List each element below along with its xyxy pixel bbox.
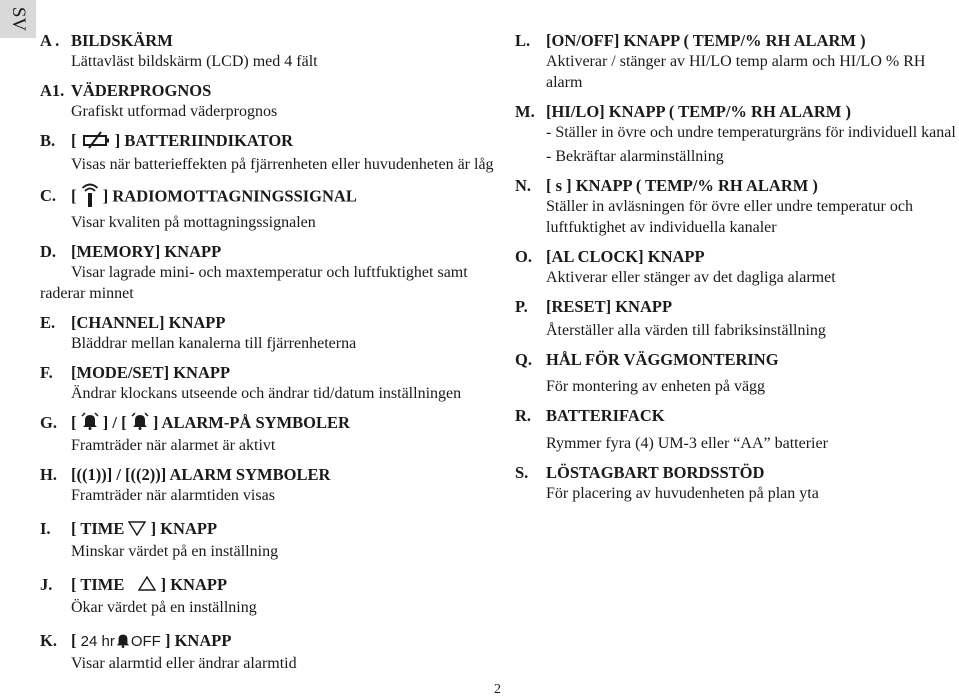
item-title: ] RADIOMOTTAGNINGSSIGNAL: [102, 186, 357, 205]
item-description: Visas när batterieffekten på fjärrenheten eller huvudenheten är låg: [71, 155, 494, 173]
item-description: Bläddrar mellan kanalerna till fjärrenheterna: [71, 334, 357, 352]
list-item-e: [40, 312, 500, 354]
item-title: BATTERIFACK: [546, 406, 665, 425]
list-item-m: [515, 101, 955, 167]
item-description: Lättavläst bildskärm (LCD) med 4 fält: [71, 53, 318, 70]
item-description: Aktiverar eller stänger av det dagliga alarmet: [546, 269, 836, 286]
bracket-open: [: [71, 630, 77, 650]
item-key: K.: [40, 630, 57, 650]
item-description: Aktiverar / stänger av HI/LO temp alarm och HI/LO % RH alarm: [546, 53, 926, 91]
item-key: N.: [515, 176, 532, 195]
item-key: E.: [40, 312, 56, 332]
language-tab: [0, 0, 36, 38]
bracket-separator: ] / [: [102, 412, 127, 432]
item-description: För montering av enheten på vägg: [546, 378, 766, 395]
item-description-2: - Bekräftar alarminställning: [546, 148, 724, 165]
item-description: Rymmer fyra (4) UM-3 eller “AA” batterier: [546, 435, 828, 452]
alarm-bell-icon: [115, 632, 131, 653]
list-item-h: [40, 464, 500, 506]
item-key: H.: [40, 465, 57, 485]
item-description: Framträder när alarmet är aktivt: [71, 437, 276, 455]
item-title: ] KNAPP: [164, 630, 232, 650]
item-key: M.: [515, 102, 535, 121]
list-item-c: [40, 183, 500, 233]
list-item-b: [40, 130, 500, 175]
item-key: D.: [40, 241, 57, 261]
list-item-a: [40, 30, 500, 72]
item-title: [HI/LO] KNAPP ( TEMP/% RH ALARM ): [546, 102, 851, 121]
list-item-n: [515, 175, 955, 238]
right-column: [515, 30, 955, 512]
triangle-down-icon: [128, 520, 146, 541]
item-title: ] BATTERIINDIKATOR: [114, 131, 294, 150]
item-key: A1.: [40, 81, 65, 100]
item-description: Framträder när alarmtiden visas: [71, 487, 275, 505]
battery-icon: [81, 131, 111, 154]
item-description: För placering av huvudenheten på plan yta: [546, 485, 819, 502]
item-key: J.: [40, 575, 53, 595]
item-title: ] KNAPP: [150, 519, 218, 539]
list-item-l: [515, 30, 955, 93]
item-title: [MEMORY] KNAPP: [71, 241, 222, 261]
item-description: Visar alarmtid eller ändrar alarmtid: [71, 654, 297, 672]
lcd-24hr-label: 24 hr: [80, 632, 115, 650]
bracket-open: [: [71, 412, 77, 432]
lcd-off-label: OFF: [130, 632, 161, 650]
item-title: [ s ] KNAPP ( TEMP/% RH ALARM ): [546, 176, 818, 195]
bracket-open: [: [71, 186, 77, 205]
list-item-i: [40, 518, 500, 562]
item-key: B.: [40, 131, 56, 150]
item-description: Ställer in avläsningen för övre eller undre temperatur och luftfuktighet av individuella kanaler: [546, 198, 913, 236]
list-item-o: [515, 246, 955, 288]
item-key: L.: [515, 31, 531, 50]
alarm-bell-icon: [81, 412, 99, 435]
item-key: C.: [40, 186, 57, 205]
item-key: O.: [515, 247, 532, 266]
item-description: - Ställer in övre och undre temperaturgräns för individuell kanal: [546, 124, 956, 141]
item-title: LÖSTAGBART BORDSSTÖD: [546, 463, 765, 482]
item-description: Ökar värdet på en inställning: [71, 598, 257, 616]
bracket-open: [: [71, 131, 77, 150]
item-title: ] KNAPP: [160, 575, 228, 595]
item-title: VÄDERPROGNOS: [71, 81, 212, 100]
list-item-g: [40, 412, 500, 457]
item-title: BILDSKÄRM: [71, 31, 173, 50]
item-title: [RESET] KNAPP: [546, 297, 673, 316]
item-title: HÅL FÖR VÄGGMONTERING: [546, 350, 779, 369]
item-key: F.: [40, 362, 53, 382]
list-item-a1: [40, 80, 500, 122]
item-description: Återställer alla värden till fabriksinställning: [546, 322, 826, 339]
item-title-prefix: [ TIME: [71, 575, 125, 595]
item-description: Minskar värdet på en inställning: [71, 543, 279, 561]
item-title: ] ALARM-PÅ SYMBOLER: [152, 412, 350, 432]
left-column: [40, 30, 500, 682]
list-item-p: [515, 296, 955, 341]
page-number: 2: [494, 682, 501, 697]
list-item-r: [515, 405, 955, 454]
list-item-k: [40, 630, 500, 674]
item-description: Grafiskt utformad väderprognos: [71, 103, 278, 120]
item-title: [MODE/SET] KNAPP: [71, 362, 231, 382]
item-key: Q.: [515, 350, 532, 369]
item-key: R.: [515, 406, 532, 425]
item-key: I.: [40, 519, 51, 539]
signal-icon: [81, 183, 99, 212]
item-description: Visar kvaliten på mottagningssignalen: [71, 213, 316, 231]
item-description: Visar lagrade mini- och maxtemperatur och luftfuktighet samt raderar minnet: [40, 263, 468, 302]
item-key: S.: [515, 463, 529, 482]
list-item-s: [515, 462, 955, 504]
list-item-d: [40, 241, 500, 304]
list-item-f: [40, 362, 500, 404]
item-key: A .: [40, 31, 60, 50]
item-title: [AL CLOCK] KNAPP: [546, 247, 705, 266]
list-item-q: [515, 349, 955, 397]
triangle-up-icon: [138, 576, 156, 597]
item-description: Ändrar klockans utseende och ändrar tid/datum inställningen: [71, 384, 462, 402]
item-key: P.: [515, 297, 528, 316]
item-title-prefix: [ TIME: [71, 519, 125, 539]
item-title: [((1))] / [((2))] ALARM SYMBOLER: [71, 465, 331, 485]
item-title: [CHANNEL] KNAPP: [71, 312, 226, 332]
list-item-j: [40, 574, 500, 618]
language-label: SV: [8, 6, 30, 32]
alarm-bell-icon: [131, 412, 149, 435]
item-title: [ON/OFF] KNAPP ( TEMP/% RH ALARM ): [546, 31, 866, 50]
item-key: G.: [40, 412, 57, 432]
